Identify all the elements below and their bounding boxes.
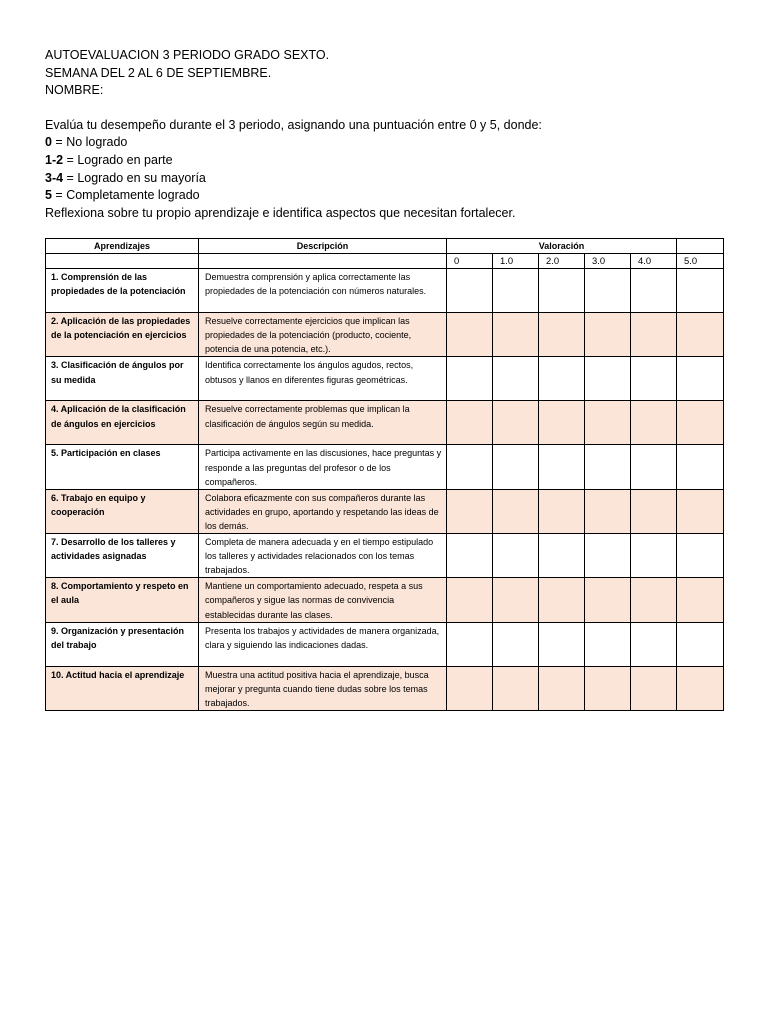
rating-cell[interactable]: [447, 357, 493, 401]
scale-item-3: 5 = Completamente logrado: [45, 188, 200, 203]
rating-cell[interactable]: [493, 578, 539, 622]
rating-cell[interactable]: [677, 445, 724, 489]
aprendizaje-cell: 1. Comprensión de las propiedades de la potenciación: [46, 269, 199, 313]
rating-cell[interactable]: [585, 489, 631, 533]
descripcion-cell: Resuelve correctamente problemas que implican la clasificación de ángulos según su medida.: [199, 401, 447, 445]
rating-cell[interactable]: [539, 578, 585, 622]
rating-cell[interactable]: [539, 269, 585, 313]
rating-cell[interactable]: [631, 269, 677, 313]
rating-cell[interactable]: [631, 445, 677, 489]
aprendizaje-cell: 9. Organización y presentación del trabajo: [46, 622, 199, 666]
rating-cell[interactable]: [539, 534, 585, 578]
table-row: [46, 401, 724, 445]
rating-cell[interactable]: [539, 357, 585, 401]
aprendizaje-cell: 8. Comportamiento y respeto en el aula: [46, 578, 199, 622]
rating-cell[interactable]: [677, 578, 724, 622]
rating-cell[interactable]: [631, 357, 677, 401]
rating-cell[interactable]: [493, 313, 539, 357]
table-row: [46, 489, 724, 533]
rating-cell[interactable]: [539, 666, 585, 710]
rating-cell[interactable]: [585, 401, 631, 445]
rating-cell[interactable]: [493, 445, 539, 489]
header-valoracion: Valoración: [447, 239, 677, 254]
scale-col-5: 5.0: [677, 254, 724, 269]
table-row: [46, 534, 724, 578]
name-label: NOMBRE:: [45, 83, 104, 98]
rating-cell[interactable]: [447, 445, 493, 489]
table-row: [46, 666, 724, 710]
rating-cell[interactable]: [539, 489, 585, 533]
header-aprendizajes: Aprendizajes: [46, 239, 199, 254]
aprendizaje-cell: 4. Aplicación de la clasificación de ángulos en ejercicios: [46, 401, 199, 445]
table-row: [46, 445, 724, 489]
aprendizaje-cell: 7. Desarrollo de los talleres y actividades asignadas: [46, 534, 199, 578]
descripcion-cell: Completa de manera adecuada y en el tiempo estipulado los talleres y actividades relacionados con los temas trabajados.: [199, 534, 447, 578]
week-label: SEMANA DEL 2 AL 6 DE SEPTIEMBRE.: [45, 65, 272, 80]
rating-cell[interactable]: [631, 313, 677, 357]
rating-cell[interactable]: [539, 622, 585, 666]
rating-cell[interactable]: [631, 534, 677, 578]
rating-cell[interactable]: [631, 489, 677, 533]
rating-cell[interactable]: [677, 357, 724, 401]
rating-cell[interactable]: [677, 534, 724, 578]
rating-cell[interactable]: [493, 534, 539, 578]
scale-col-2: 2.0: [539, 254, 585, 269]
rating-cell[interactable]: [585, 578, 631, 622]
rating-cell[interactable]: [631, 578, 677, 622]
descripcion-cell: Colabora eficazmente con sus compañeros durante las actividades en grupo, aportando y respetando las ideas de los demás.: [199, 489, 447, 533]
rating-cell[interactable]: [447, 622, 493, 666]
rating-cell[interactable]: [539, 445, 585, 489]
descripcion-cell: Mantiene un comportamiento adecuado, respeta a sus compañeros y sigue las normas de convivencia establecidas durante las clases.: [199, 578, 447, 622]
rating-cell[interactable]: [677, 666, 724, 710]
rating-cell[interactable]: [585, 269, 631, 313]
rating-cell[interactable]: [677, 622, 724, 666]
rating-cell[interactable]: [493, 357, 539, 401]
rating-cell[interactable]: [447, 489, 493, 533]
rating-cell[interactable]: [677, 489, 724, 533]
descripcion-cell: Presenta los trabajos y actividades de manera organizada, clara y siguiendo las indicaciones dadas.: [199, 622, 447, 666]
aprendizaje-cell: 5. Participación en clases: [46, 445, 199, 489]
instructions-text: Evalúa tu desempeño durante el 3 periodo, asignando una puntuación entre 0 y 5, donde:: [45, 117, 542, 132]
rating-cell[interactable]: [631, 622, 677, 666]
rating-cell[interactable]: [585, 622, 631, 666]
rating-cell[interactable]: [447, 578, 493, 622]
rating-cell[interactable]: [585, 534, 631, 578]
rating-cell[interactable]: [631, 666, 677, 710]
rating-cell[interactable]: [677, 313, 724, 357]
rating-cell[interactable]: [585, 445, 631, 489]
rating-cell[interactable]: [585, 666, 631, 710]
descripcion-cell: Participa activamente en las discusiones, hace preguntas y responde a las preguntas del profesor o de los compañeros.: [199, 445, 447, 489]
rating-cell[interactable]: [447, 401, 493, 445]
rating-cell[interactable]: [493, 401, 539, 445]
rating-cell[interactable]: [447, 534, 493, 578]
header-descripcion: Descripción: [199, 239, 447, 254]
aprendizaje-cell: 6. Trabajo en equipo y cooperación: [46, 489, 199, 533]
aprendizaje-cell: 2. Aplicación de las propiedades de la potenciación en ejercicios: [46, 313, 199, 357]
scale-header-row: [46, 254, 724, 269]
scale-col-3: 3.0: [585, 254, 631, 269]
rating-cell[interactable]: [539, 313, 585, 357]
aprendizaje-cell: 10. Actitud hacia el aprendizaje: [46, 666, 199, 710]
descripcion-cell: Muestra una actitud positiva hacia el aprendizaje, busca mejorar y pregunta cuando tiene dudas sobre los temas trabajados.: [199, 666, 447, 710]
scale-col-0: 0: [447, 254, 493, 269]
descripcion-cell: Resuelve correctamente ejercicios que implican las propiedades de la potenciación (producto, cociente, potencia de una potencia, etc.).: [199, 313, 447, 357]
rating-cell[interactable]: [447, 313, 493, 357]
rating-cell[interactable]: [447, 666, 493, 710]
rating-cell[interactable]: [493, 489, 539, 533]
rating-cell[interactable]: [631, 401, 677, 445]
aprendizaje-cell: 3. Clasificación de ángulos por su medida: [46, 357, 199, 401]
scale-item-1: 1-2 = Logrado en parte: [45, 152, 173, 167]
rating-cell[interactable]: [493, 622, 539, 666]
scale-item-2: 3-4 = Logrado en su mayoría: [45, 170, 206, 185]
document-header: [45, 47, 542, 222]
reflection-text: Reflexiona sobre tu propio aprendizaje e identifica aspectos que necesitan fortalecer.: [45, 205, 516, 220]
table-row: [46, 578, 724, 622]
rating-cell[interactable]: [493, 666, 539, 710]
scale-col-4: 4.0: [631, 254, 677, 269]
table-row: [46, 622, 724, 666]
scale-col-1: 1.0: [493, 254, 539, 269]
rating-cell[interactable]: [585, 357, 631, 401]
self-evaluation-table: [45, 238, 724, 711]
table-row: [46, 313, 724, 357]
rating-cell[interactable]: [447, 269, 493, 313]
document-title: AUTOEVALUACION 3 PERIODO GRADO SEXTO.: [45, 48, 330, 62]
scale-item-0: 0 = No logrado: [45, 135, 128, 150]
table-row: [46, 357, 724, 401]
rating-cell[interactable]: [677, 401, 724, 445]
rating-cell[interactable]: [493, 269, 539, 313]
rating-cell[interactable]: [677, 269, 724, 313]
table-row: [46, 269, 724, 313]
descripcion-cell: Demuestra comprensión y aplica correctamente las propiedades de la potenciación con números naturales.: [199, 269, 447, 313]
rating-cell[interactable]: [585, 313, 631, 357]
rating-cell[interactable]: [539, 401, 585, 445]
descripcion-cell: Identifica correctamente los ángulos agudos, rectos, obtusos y llanos en diferentes figuras geométricas.: [199, 357, 447, 401]
